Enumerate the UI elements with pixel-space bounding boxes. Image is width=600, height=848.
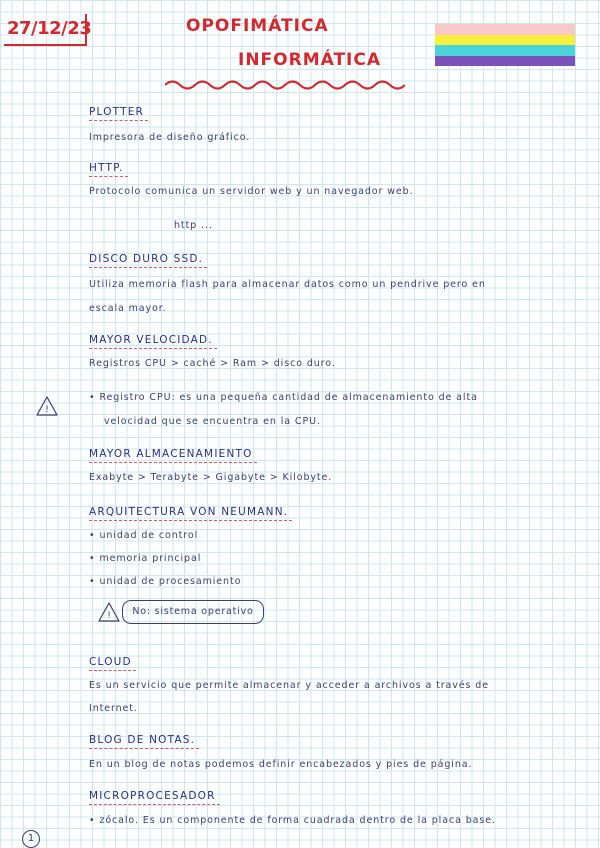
topic-title: INFORMÁTICA (238, 50, 382, 70)
ssd-text-line1: Utiliza memoria flash para almacenar datos como un pendrive pero en (89, 279, 486, 290)
speed-text: Registros CPU > caché > Ram > disco duro. (89, 358, 336, 369)
svg-text:!: ! (107, 611, 111, 621)
neumann-heading: ARQUITECTURA VON NEUMANN. (89, 506, 289, 518)
speed-note-line1: • Registro CPU: es una pequeña cantidad de almacenamiento de alta (89, 392, 478, 403)
subject-title: OPOFIMÁTICA (186, 16, 329, 36)
cloud-text-line1: Es un servicio que permite almacenar y acceder a archivos a través de (89, 680, 489, 691)
microprocessor-text: • zócalo. Es un componente de forma cuadrada dentro de la placa base. (89, 815, 496, 826)
date-label: 27/12/23 (4, 14, 87, 46)
storage-text: Exabyte > Terabyte > Gigabyte > Kilobyte. (89, 472, 333, 483)
cloud-heading: CLOUD (89, 656, 132, 668)
warning-icon (36, 396, 58, 416)
neumann-item: • unidad de procesamiento (89, 576, 241, 587)
cloud-text-line2: Internet. (89, 703, 138, 714)
page-number: 1 (22, 830, 40, 848)
ssd-heading: DISCO DURO SSD. (89, 253, 204, 265)
os-note-bubble: No: sistema operativo (122, 600, 264, 624)
ssd-text-line2: escala mayor. (89, 303, 167, 314)
http-text: Protocolo comunica un servidor web y un navegador web. (89, 186, 414, 197)
speed-heading: MAYOR VELOCIDAD. (89, 334, 213, 346)
storage-heading: MAYOR ALMACENAMIENTO (89, 448, 253, 460)
color-stripes (435, 24, 575, 66)
warning-icon (98, 602, 120, 622)
stripe-yellow (435, 35, 575, 46)
notepad-heading: BLOG DE NOTAS. (89, 734, 196, 746)
neumann-item: • memoria principal (89, 553, 201, 564)
notepad-text: En un blog de notas podemos definir encabezados y pies de página. (89, 759, 473, 770)
http-heading: HTTP. (89, 162, 124, 174)
http-sample: http ... (174, 220, 213, 231)
svg-text:!: ! (45, 405, 49, 415)
speed-note-line2: velocidad que se encuentra en la CPU. (104, 416, 321, 427)
title-underline-wave (165, 78, 405, 92)
plotter-heading: PLOTTER (89, 106, 145, 118)
stripe-purple (435, 56, 575, 67)
stripe-cyan (435, 45, 575, 56)
microprocessor-heading: MICROPROCESADOR (89, 790, 216, 802)
stripe-pink (435, 24, 575, 35)
neumann-item: • unidad de control (89, 530, 198, 541)
plotter-text: Impresora de diseño gráfico. (89, 132, 251, 143)
